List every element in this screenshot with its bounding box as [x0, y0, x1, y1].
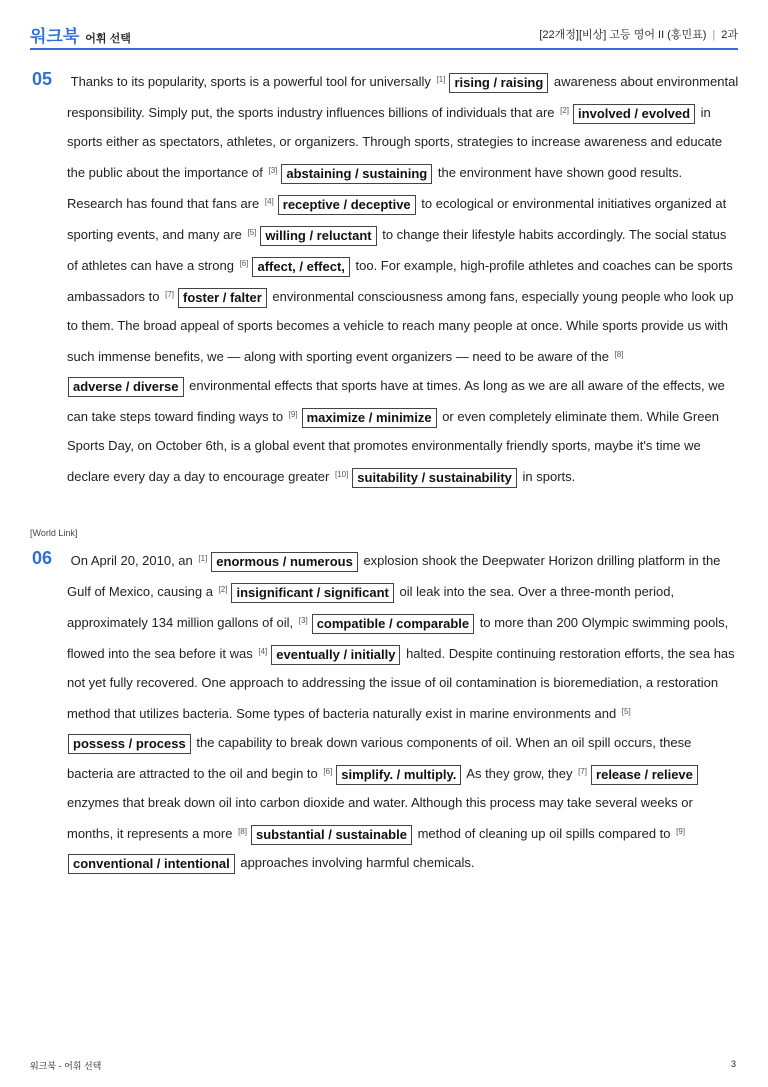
- passage-text-run: too. For example, high-profile athletes and coaches can be sports ambassadors to: [67, 258, 733, 304]
- word-choice-box[interactable]: affect, / effect,: [252, 257, 349, 277]
- footer-title: 워크북 - 어휘 선택: [30, 1061, 102, 1071]
- passage-text-run: Thanks to its popularity, sports is a powerful tool for universally: [70, 74, 435, 89]
- lesson-label: 2과: [721, 29, 738, 41]
- blank-number: [6]: [323, 767, 333, 776]
- blank-number: [10]: [334, 470, 349, 479]
- blank-number: [2]: [218, 585, 228, 594]
- passage-text-run: enzymes that break down oil into carbon dioxide and water. Although this process may take several weeks or months, it represents a more: [67, 795, 693, 841]
- word-choice-box[interactable]: foster / falter: [178, 288, 267, 308]
- passage-text-run: the capability to break down various components of oil. When an oil spill occurs, these bacteria are attracted to the oil and begin to: [67, 735, 692, 781]
- passage-text-run: in sports either as spectators, athletes, or organizers. Through sports, strategies to increase awareness and educate the public about the importance of: [67, 105, 723, 180]
- blank-number: [2]: [560, 106, 570, 115]
- passage-text-run: environmental effects that sports have at times. As long as we are all aware of the effects, we can take steps toward finding ways to: [67, 378, 725, 424]
- word-choice-box[interactable]: maximize / minimize: [302, 408, 437, 428]
- passage-text-run: to more than 200 Olympic swimming pools, flowed into the sea before it was: [67, 615, 729, 661]
- passage-text-run: to change their lifestyle habits accordingly. The social status of athletes can have a strong: [67, 227, 727, 273]
- page-number: 3: [730, 1059, 736, 1069]
- word-choice-box[interactable]: release / relieve: [591, 765, 698, 785]
- word-choice-box[interactable]: substantial / sustainable: [251, 825, 412, 845]
- exercise-number: 05: [32, 69, 53, 89]
- word-choice-box[interactable]: willing / reluctant: [260, 226, 376, 246]
- passage-text-run: to ecological or environmental initiatives organized at sporting events, and many are: [67, 196, 727, 242]
- passage-text-run: the environment have shown good results. Research has found that fans are: [67, 165, 683, 211]
- word-choice-box[interactable]: adverse / diverse: [68, 377, 184, 397]
- passage-text-run: in sports.: [518, 469, 576, 484]
- word-choice-box[interactable]: insignificant / significant: [231, 583, 393, 603]
- passage-text-run: As they grow, they: [463, 766, 577, 781]
- word-choice-box[interactable]: conventional / intentional: [68, 854, 235, 874]
- blank-number: [5]: [247, 228, 257, 237]
- passage-text-run: approaches involving harmful chemicals.: [236, 855, 475, 870]
- brand-name: 워크북: [30, 27, 80, 46]
- blank-number: [6]: [239, 259, 249, 268]
- blank-number: [1]: [198, 554, 208, 563]
- passage-text-run: or even completely eliminate them. While Green Sports Day, on October 6th, is a global event that promotes environmentally friendly sports, maybe it's time we declare every day a day to encourage greater: [67, 409, 719, 484]
- word-choice-box[interactable]: eventually / initially: [271, 645, 400, 665]
- passage-text-run: method of cleaning up oil spills compared to: [413, 826, 675, 841]
- blank-number: [3]: [298, 616, 308, 625]
- word-choice-box[interactable]: simplify. / multiply.: [336, 765, 461, 785]
- passage-text-run: On April 20, 2010, an: [70, 553, 197, 568]
- exercise-number: 06: [32, 548, 53, 568]
- word-choice-box[interactable]: possess / process: [68, 734, 191, 754]
- blank-number: [8]: [614, 350, 624, 359]
- source-tag: [World Link]: [30, 528, 78, 538]
- blank-number: [8]: [238, 827, 247, 836]
- word-choice-box[interactable]: abstaining / sustaining: [281, 164, 432, 184]
- passage-text-run: halted. Despite continuing restoration efforts, the sea has not yet fully recovered. One approach to addressing the issue of oil contamination is bioremediation, a restoration method that utilizes bacteria. Some types of bacteria naturally exist in marine environments and: [67, 646, 735, 721]
- word-choice-box[interactable]: receptive / deceptive: [278, 195, 416, 215]
- passage-text: [67, 65, 739, 491]
- course-title: [22개정][비상] 고등 영어 II (홍민표): [539, 29, 707, 41]
- course-info: [539, 26, 738, 42]
- passage-text-run: oil leak into the sea. Over a three-month period, approximately 134 million gallons of oil,: [67, 584, 675, 630]
- word-choice-box[interactable]: compatible / comparable: [312, 614, 474, 634]
- blank-number: [9]: [288, 410, 298, 419]
- brand: [30, 22, 131, 47]
- blank-number: [3]: [268, 166, 278, 175]
- header-separator: |: [712, 29, 716, 41]
- blank-number: [4]: [258, 647, 268, 656]
- word-choice-box[interactable]: involved / evolved: [573, 104, 695, 124]
- blank-number: [4]: [264, 197, 274, 206]
- blank-number: [9]: [676, 827, 686, 836]
- page-header: [30, 0, 738, 50]
- passage-text-run: explosion shook the Deepwater Horizon drilling platform in the Gulf of Mexico, causing a: [67, 553, 721, 599]
- passage-text: [67, 544, 739, 877]
- blank-number: [7]: [578, 767, 588, 776]
- passage-text-run: environmental consciousness among fans, especially young people who look up to them. The broad appeal of sports becomes a vehicle to reach many people at once. While sports provide us with such immense benefits, we — along with sporting event organizers — need to be aware of the: [67, 289, 734, 364]
- word-choice-box[interactable]: suitability / sustainability: [352, 468, 517, 488]
- blank-number: [7]: [165, 290, 175, 299]
- word-choice-box[interactable]: rising / raising: [449, 73, 548, 93]
- passage-text-run: awareness about environmental responsibility. Simply put, the sports industry influences billions of individuals that are: [67, 74, 739, 120]
- blank-number: [1]: [436, 75, 446, 84]
- brand-subtitle: 어휘 선택: [85, 33, 131, 45]
- word-choice-box[interactable]: enormous / numerous: [211, 552, 358, 572]
- blank-number: [5]: [621, 707, 631, 716]
